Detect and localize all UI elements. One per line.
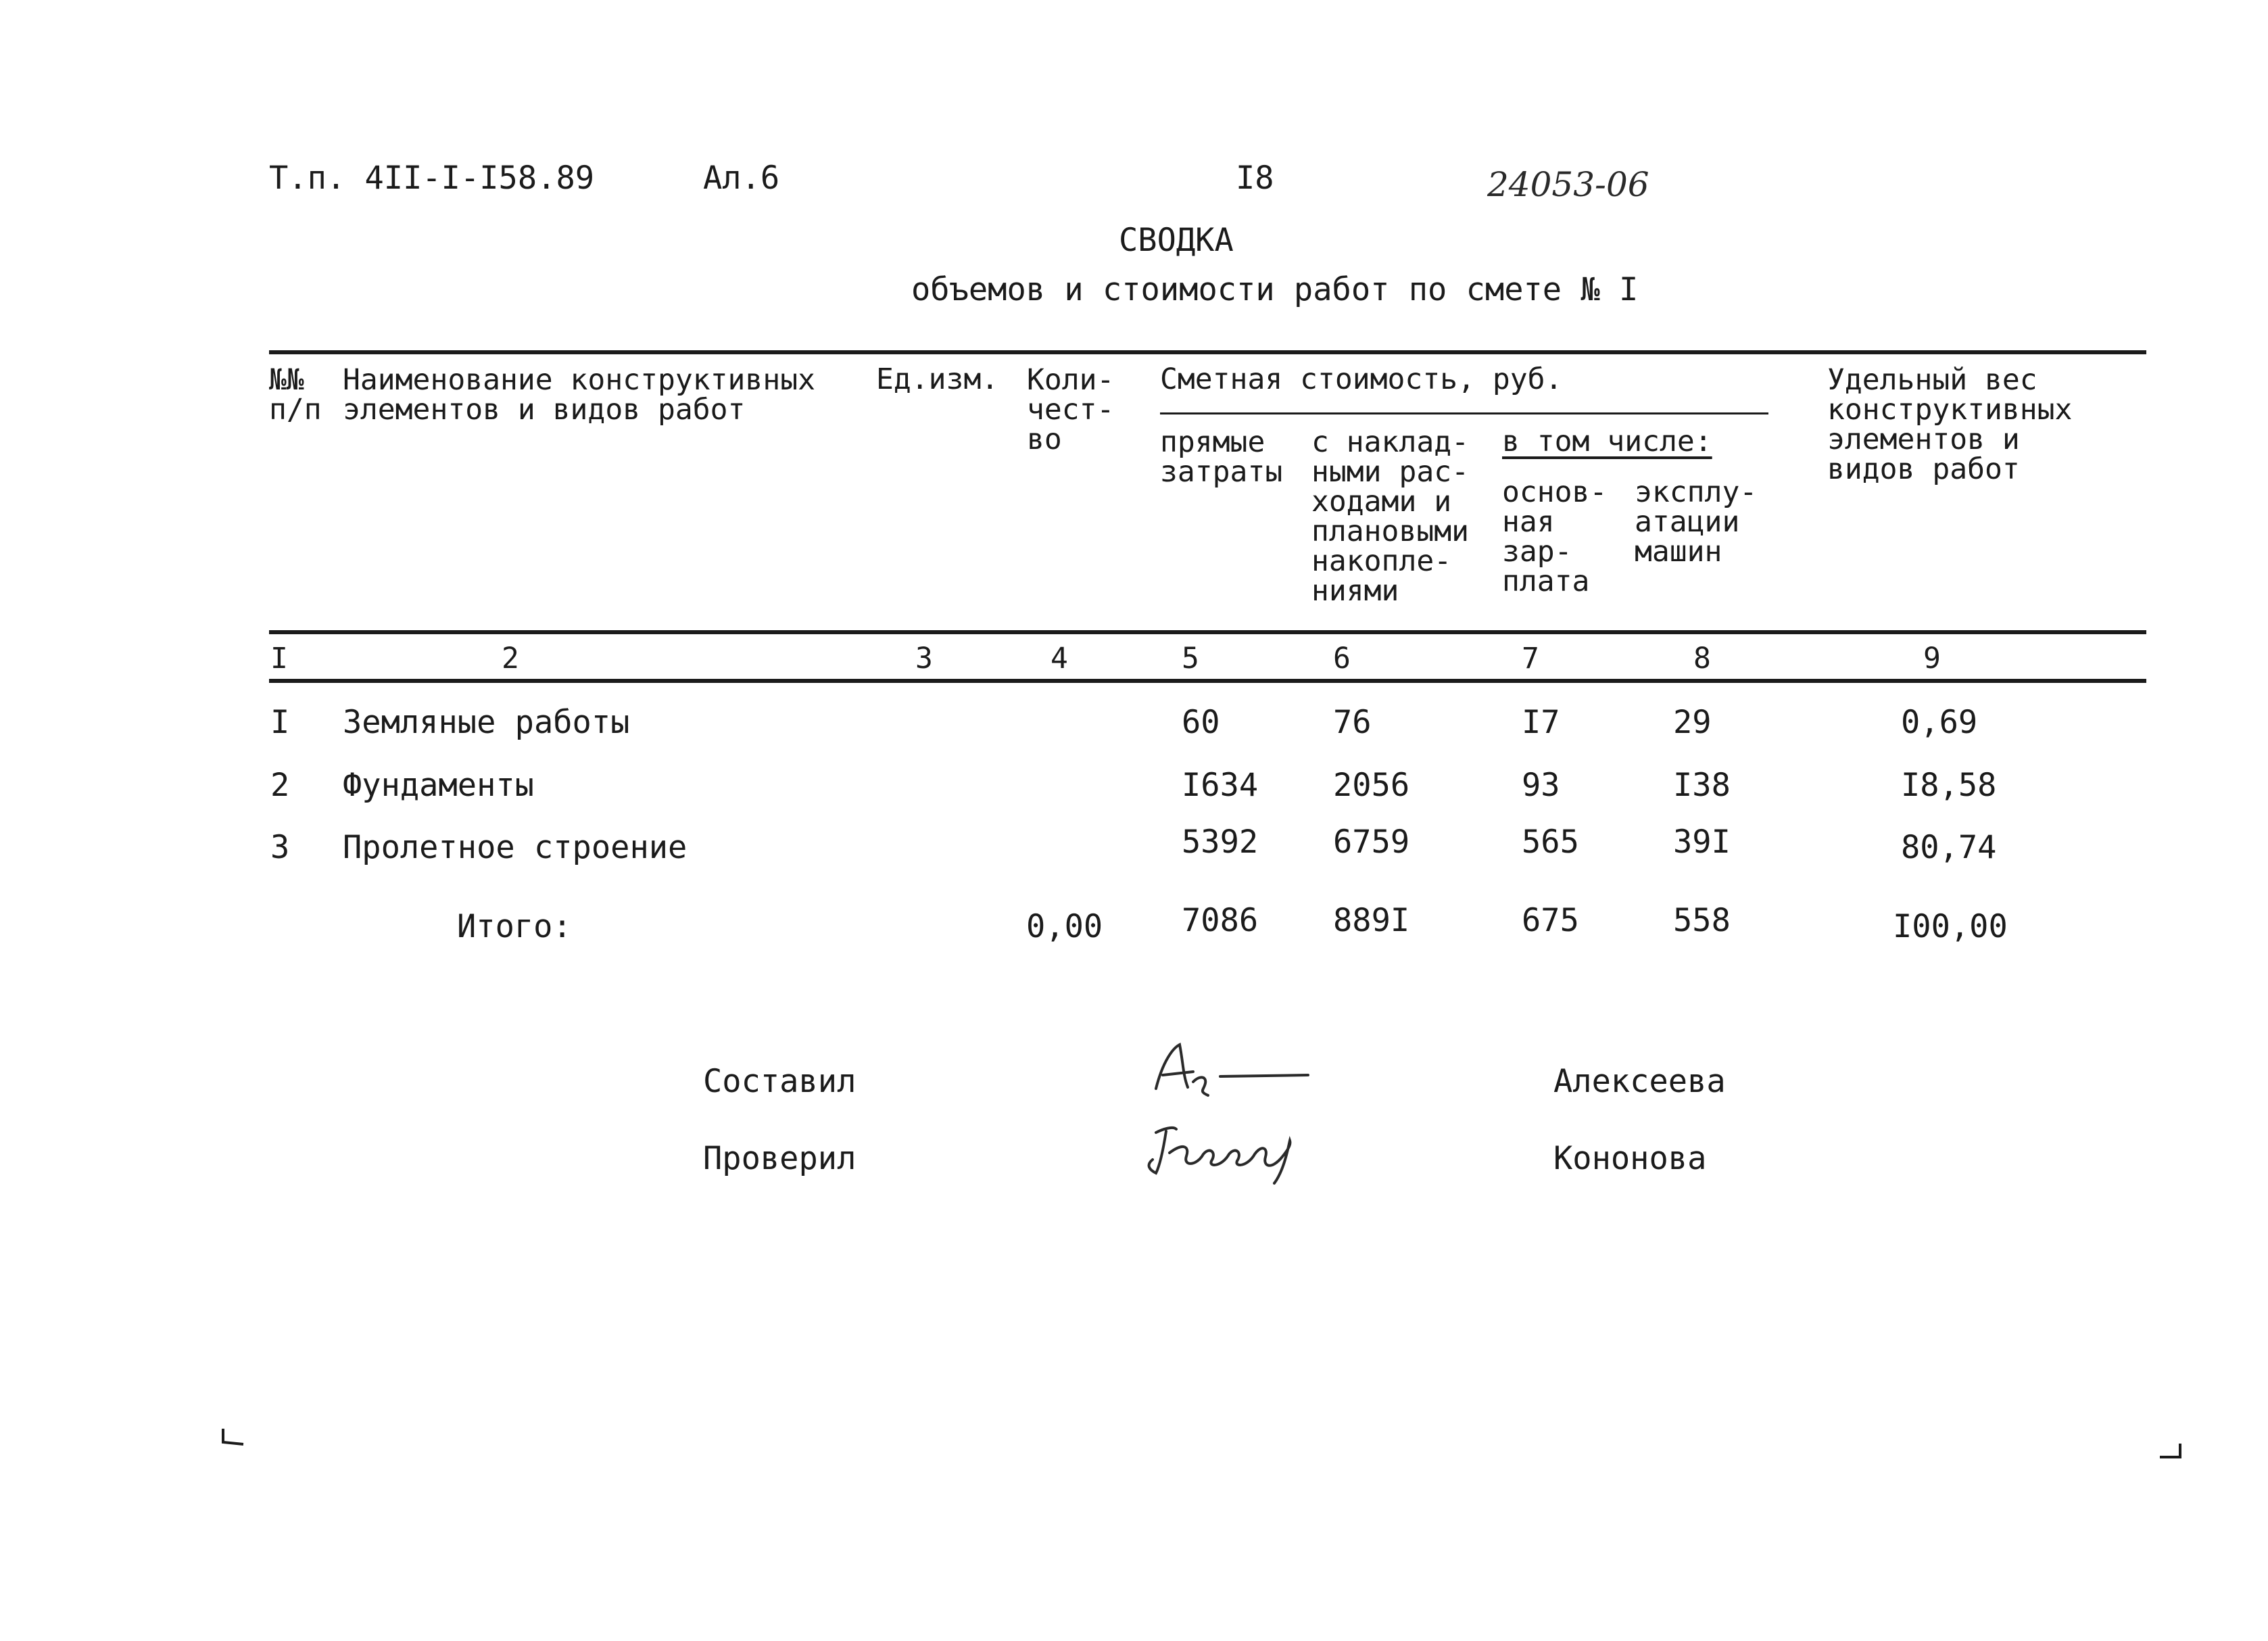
row-name: Земляные работы xyxy=(343,704,630,741)
total-label: Итого: xyxy=(457,908,572,945)
header-col-machines-line3: машин xyxy=(1635,535,1722,569)
row-name: Фундаменты xyxy=(343,767,534,804)
header-col-salary xyxy=(1502,477,1607,596)
total-direct-cost: 7086 xyxy=(1182,902,1259,939)
total-qty: 0,00 xyxy=(1026,908,1103,945)
row-weight: I8,58 xyxy=(1901,767,1997,804)
header-col-weight-line1: Удельный вес xyxy=(1827,363,2037,397)
header-col-qty-line2: чест- xyxy=(1027,393,1115,427)
header-col-direct-line1: прямые xyxy=(1160,425,1265,459)
header-col-qty-line3: во xyxy=(1027,423,1062,456)
row-overhead-cost: 2056 xyxy=(1333,767,1410,804)
header-col-name-line1: Наименование конструктивных xyxy=(343,363,815,397)
row-salary: I7 xyxy=(1522,704,1560,741)
row-overhead-cost: 6759 xyxy=(1333,824,1410,861)
header-col-machines-line1: эксплу- xyxy=(1635,475,1758,509)
project-code: Т.п. 4II-I-I58.89 xyxy=(269,160,595,197)
row-direct-cost: 60 xyxy=(1182,704,1220,741)
header-col-overhead xyxy=(1311,427,1469,606)
cost-group-divider xyxy=(1160,412,1768,414)
total-overhead-cost: 889I xyxy=(1333,902,1410,939)
row-machines: 39I xyxy=(1673,824,1731,861)
header-col-num-line2: п/п xyxy=(269,393,322,427)
header-col-overhead-line5: накопле- xyxy=(1311,544,1452,578)
row-weight: 0,69 xyxy=(1901,704,1978,741)
header-col-overhead-line1: с наклад- xyxy=(1311,425,1469,459)
table-top-border xyxy=(269,350,2146,354)
row-salary: 565 xyxy=(1522,824,1579,861)
header-bottom-border xyxy=(269,630,2146,634)
header-col-direct xyxy=(1160,427,1282,487)
header-col-overhead-line6: ниями xyxy=(1311,574,1399,608)
compiled-label: Составил xyxy=(703,1063,856,1100)
header-col-qty-line1: Коли- xyxy=(1027,363,1115,397)
header-col-weight-line2: конструктивных xyxy=(1827,393,2073,427)
column-number-6: 6 xyxy=(1333,642,1351,675)
row-name: Пролетное строение xyxy=(343,829,687,866)
document-subtitle: объемов и стоимости работ по смете № I xyxy=(911,271,1639,308)
compiled-name: Алексеева xyxy=(1553,1063,1726,1100)
page-number: I8 xyxy=(1236,160,1274,197)
row-num: 3 xyxy=(270,829,290,866)
compiled-signature xyxy=(1146,1034,1322,1109)
header-col-salary-line2: ная xyxy=(1502,505,1555,539)
header-incl-group: в том числе: xyxy=(1502,425,1712,458)
inventory-number: 24053-06 xyxy=(1487,165,1649,204)
total-salary: 675 xyxy=(1522,902,1579,939)
column-number-4: 4 xyxy=(1051,642,1068,675)
checked-name: Кононова xyxy=(1553,1140,1707,1177)
corner-mark-right xyxy=(2156,1440,2190,1467)
album-number: Ал.6 xyxy=(703,160,780,197)
column-number-3: 3 xyxy=(915,642,933,675)
row-overhead-cost: 76 xyxy=(1333,704,1372,741)
corner-mark-left xyxy=(216,1425,250,1452)
column-number-1: I xyxy=(270,642,288,675)
column-number-8: 8 xyxy=(1693,642,1711,675)
total-machines: 558 xyxy=(1673,902,1731,939)
header-col-weight xyxy=(1827,365,2072,484)
header-col-weight-line4: видов работ xyxy=(1827,452,2020,486)
header-col-weight-line3: элементов и xyxy=(1827,423,2020,456)
row-direct-cost: I634 xyxy=(1182,767,1259,804)
header-col-salary-line3: зар- xyxy=(1502,535,1572,569)
header-col-name-line2: элементов и видов работ xyxy=(343,393,746,427)
header-col-overhead-line3: ходами и xyxy=(1311,485,1452,519)
header-col-name xyxy=(343,365,815,425)
header-col-direct-line2: затраты xyxy=(1160,455,1283,489)
header-cost-group: Сметная стоимость, руб. xyxy=(1160,362,1563,396)
column-numbers-bottom-border xyxy=(269,679,2146,683)
header-col-salary-line1: основ- xyxy=(1502,475,1608,509)
column-number-7: 7 xyxy=(1522,642,1539,675)
column-number-5: 5 xyxy=(1182,642,1199,675)
row-num: I xyxy=(270,704,290,741)
column-number-2: 2 xyxy=(502,642,519,675)
header-col-unit: Ед.изм. xyxy=(876,362,999,396)
header-col-overhead-line4: плановыми xyxy=(1311,515,1469,548)
header-col-salary-line4: плата xyxy=(1502,565,1590,598)
header-col-num-line1: №№ xyxy=(269,363,304,397)
row-num: 2 xyxy=(270,767,290,804)
header-col-machines-line2: атации xyxy=(1635,505,1740,539)
header-col-overhead-line2: ными рас- xyxy=(1311,455,1469,489)
row-machines: 29 xyxy=(1673,704,1712,741)
column-number-9: 9 xyxy=(1923,642,1941,675)
header-col-num xyxy=(269,365,322,425)
header-col-machines xyxy=(1635,477,1757,567)
total-weight: I00,00 xyxy=(1893,908,2008,945)
header-col-qty xyxy=(1027,365,1114,454)
document-title: СВОДКА xyxy=(1119,222,1234,259)
checked-label: Проверил xyxy=(703,1140,856,1177)
row-direct-cost: 5392 xyxy=(1182,824,1259,861)
row-machines: I38 xyxy=(1673,767,1731,804)
checked-signature xyxy=(1136,1105,1352,1190)
row-salary: 93 xyxy=(1522,767,1560,804)
row-weight: 80,74 xyxy=(1901,829,1997,866)
